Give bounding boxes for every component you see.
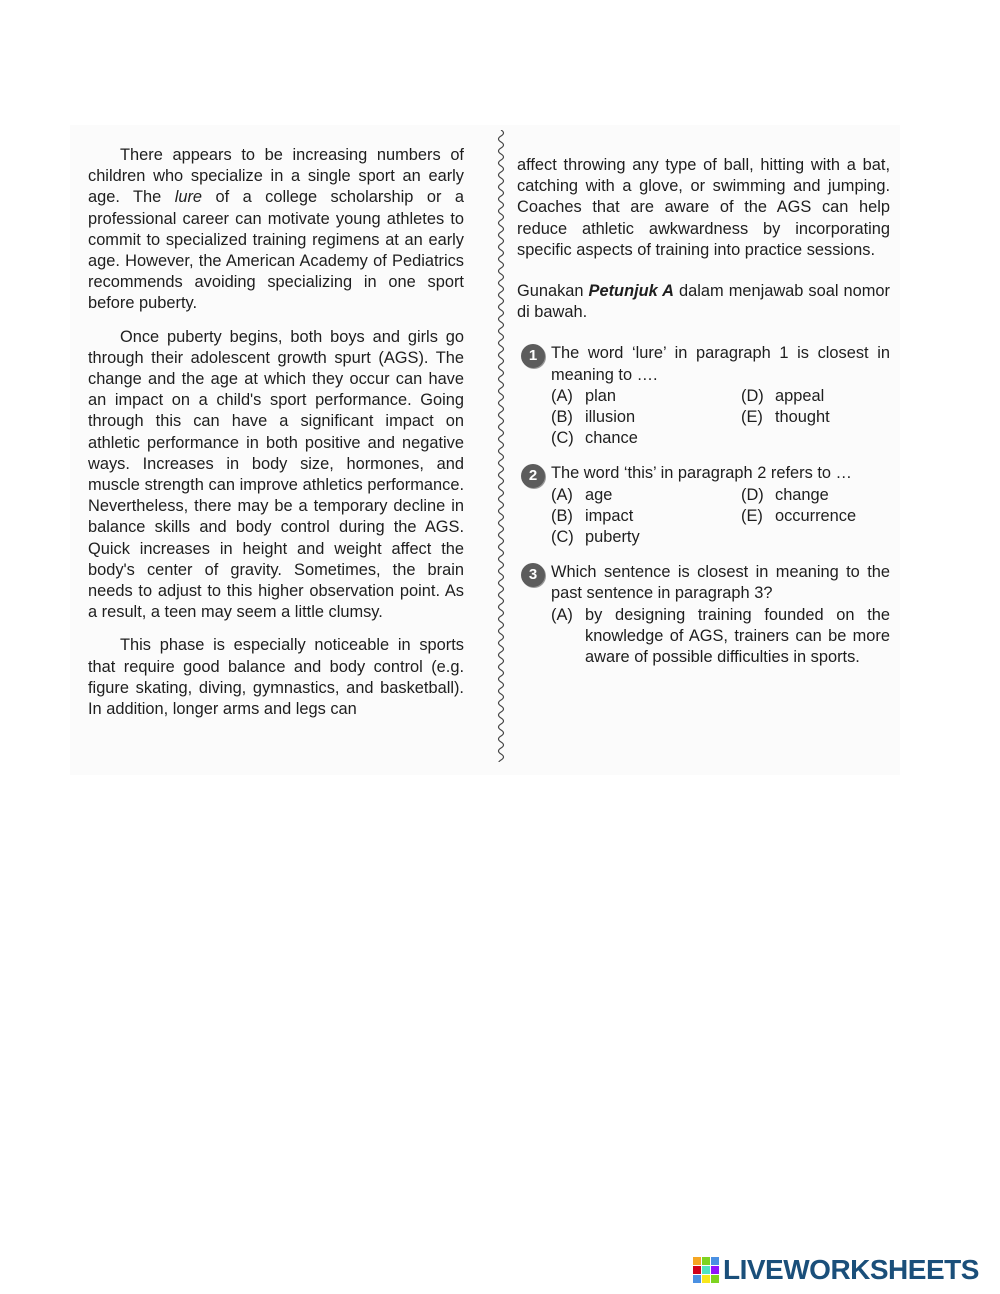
question-text: The word ‘lure’ in paragraph 1 is closest in meaning to …. bbox=[551, 344, 890, 384]
option-d[interactable] bbox=[741, 386, 901, 407]
option-text: by designing training founded on the knowledge of AGS, trainers can be more aware of possible difficulties in sports. bbox=[585, 605, 890, 667]
paragraph-1-text-start: There appears to be increasing numbers of children who specialize in a single sport an early age. The bbox=[88, 146, 464, 207]
option-b[interactable] bbox=[551, 506, 741, 527]
option-letter: (B) bbox=[551, 506, 573, 525]
option-e[interactable] bbox=[741, 407, 901, 428]
wavy-column-divider bbox=[494, 130, 508, 762]
option-letter: (C) bbox=[551, 528, 574, 547]
question-1 bbox=[517, 343, 890, 449]
option-letter: (E) bbox=[741, 506, 763, 525]
option-letter: (D) bbox=[741, 485, 764, 504]
passage-paragraph-3-continued: affect throwing any type of ball, hitting with a bat, catching with a glove, or swimming and jumping. Coaches that are aware of the AGS can help reduce athletic awkwardness by incorporating specific aspects of training into practice sessions. bbox=[517, 156, 890, 259]
option-letter: (A) bbox=[551, 386, 573, 405]
directions bbox=[517, 281, 890, 323]
directions-text-end: dalam menjawab soal nomor di bawah. bbox=[517, 282, 890, 322]
option-e[interactable] bbox=[741, 506, 901, 527]
option-letter: (D) bbox=[741, 386, 764, 405]
option-letter: (A) bbox=[551, 605, 573, 624]
option-a[interactable] bbox=[551, 386, 741, 407]
question-number-badge: 3 bbox=[521, 563, 545, 587]
option-text: thought bbox=[775, 408, 830, 427]
option-letter: (E) bbox=[741, 408, 763, 427]
italic-word-lure: lure bbox=[174, 188, 203, 207]
liveworksheets-logo bbox=[693, 1253, 979, 1287]
passage-left-column bbox=[88, 145, 464, 732]
directions-emphasis: Petunjuk A bbox=[588, 282, 675, 301]
option-text: chance bbox=[585, 429, 638, 448]
option-text: puberty bbox=[585, 528, 640, 547]
option-text: impact bbox=[585, 506, 634, 525]
option-text: change bbox=[775, 485, 829, 504]
passage-paragraph-2: Once puberty begins, both boys and girls go through their adolescent growth spurt (AGS). The change and the age at which they occur can have an impact on a child's sport performance. Going through this can have a significant impact on athletic performance in both positive and negative ways. Increases in body size, hormones, and muscle strength can improve athletics performance. Nevertheless, there may be a temporary decline in balance skills and body control during the AGS. Quick increases in height and weight affect the body's center of gravity. Sometimes, the brain needs to adjust to this higher observation point. As a result, a teen may seem a little clumsy. bbox=[88, 327, 464, 622]
option-text: occurrence bbox=[775, 506, 857, 525]
question-text: The word ‘this’ in paragraph 2 refers to … bbox=[551, 464, 852, 483]
question-text: Which sentence is closest in meaning to the past sentence in paragraph 3? bbox=[551, 563, 890, 603]
answer-options bbox=[551, 485, 890, 549]
option-a[interactable] bbox=[551, 605, 890, 669]
answer-options bbox=[551, 386, 890, 450]
option-letter: (A) bbox=[551, 485, 573, 504]
option-d[interactable] bbox=[741, 485, 901, 506]
option-text: appeal bbox=[775, 386, 825, 405]
passage-paragraph-1 bbox=[88, 145, 464, 315]
directions-text-start: Gunakan bbox=[517, 282, 589, 301]
option-letter: (B) bbox=[551, 408, 573, 427]
option-text: age bbox=[585, 485, 613, 504]
question-3 bbox=[517, 562, 890, 668]
option-a[interactable] bbox=[551, 485, 741, 506]
option-c[interactable] bbox=[551, 527, 741, 548]
logo-text: LIVEWORKSHEETS bbox=[723, 1254, 979, 1285]
passage-paragraph-3: This phase is especially noticeable in sports that require good balance and body control (e.g. figure skating, diving, gymnastics, and basketball). In addition, longer arms and legs can bbox=[88, 636, 464, 719]
question-2 bbox=[517, 463, 890, 548]
logo-blocks-icon bbox=[693, 1257, 719, 1283]
option-text: illusion bbox=[585, 408, 636, 427]
option-letter: (C) bbox=[551, 429, 574, 448]
option-c[interactable] bbox=[551, 428, 741, 449]
passage-right-column bbox=[517, 155, 890, 668]
question-number-badge: 1 bbox=[521, 344, 545, 368]
paragraph-1-text-end: of a college scholarship or a professional career can motivate young athletes to commit to specialized training regimens at an early age. However, the American Academy of Pediatrics recommends avoiding specializing in one sport before puberty. bbox=[88, 188, 464, 313]
option-b[interactable] bbox=[551, 407, 741, 428]
option-text: plan bbox=[585, 386, 616, 405]
question-number-badge: 2 bbox=[521, 464, 545, 488]
